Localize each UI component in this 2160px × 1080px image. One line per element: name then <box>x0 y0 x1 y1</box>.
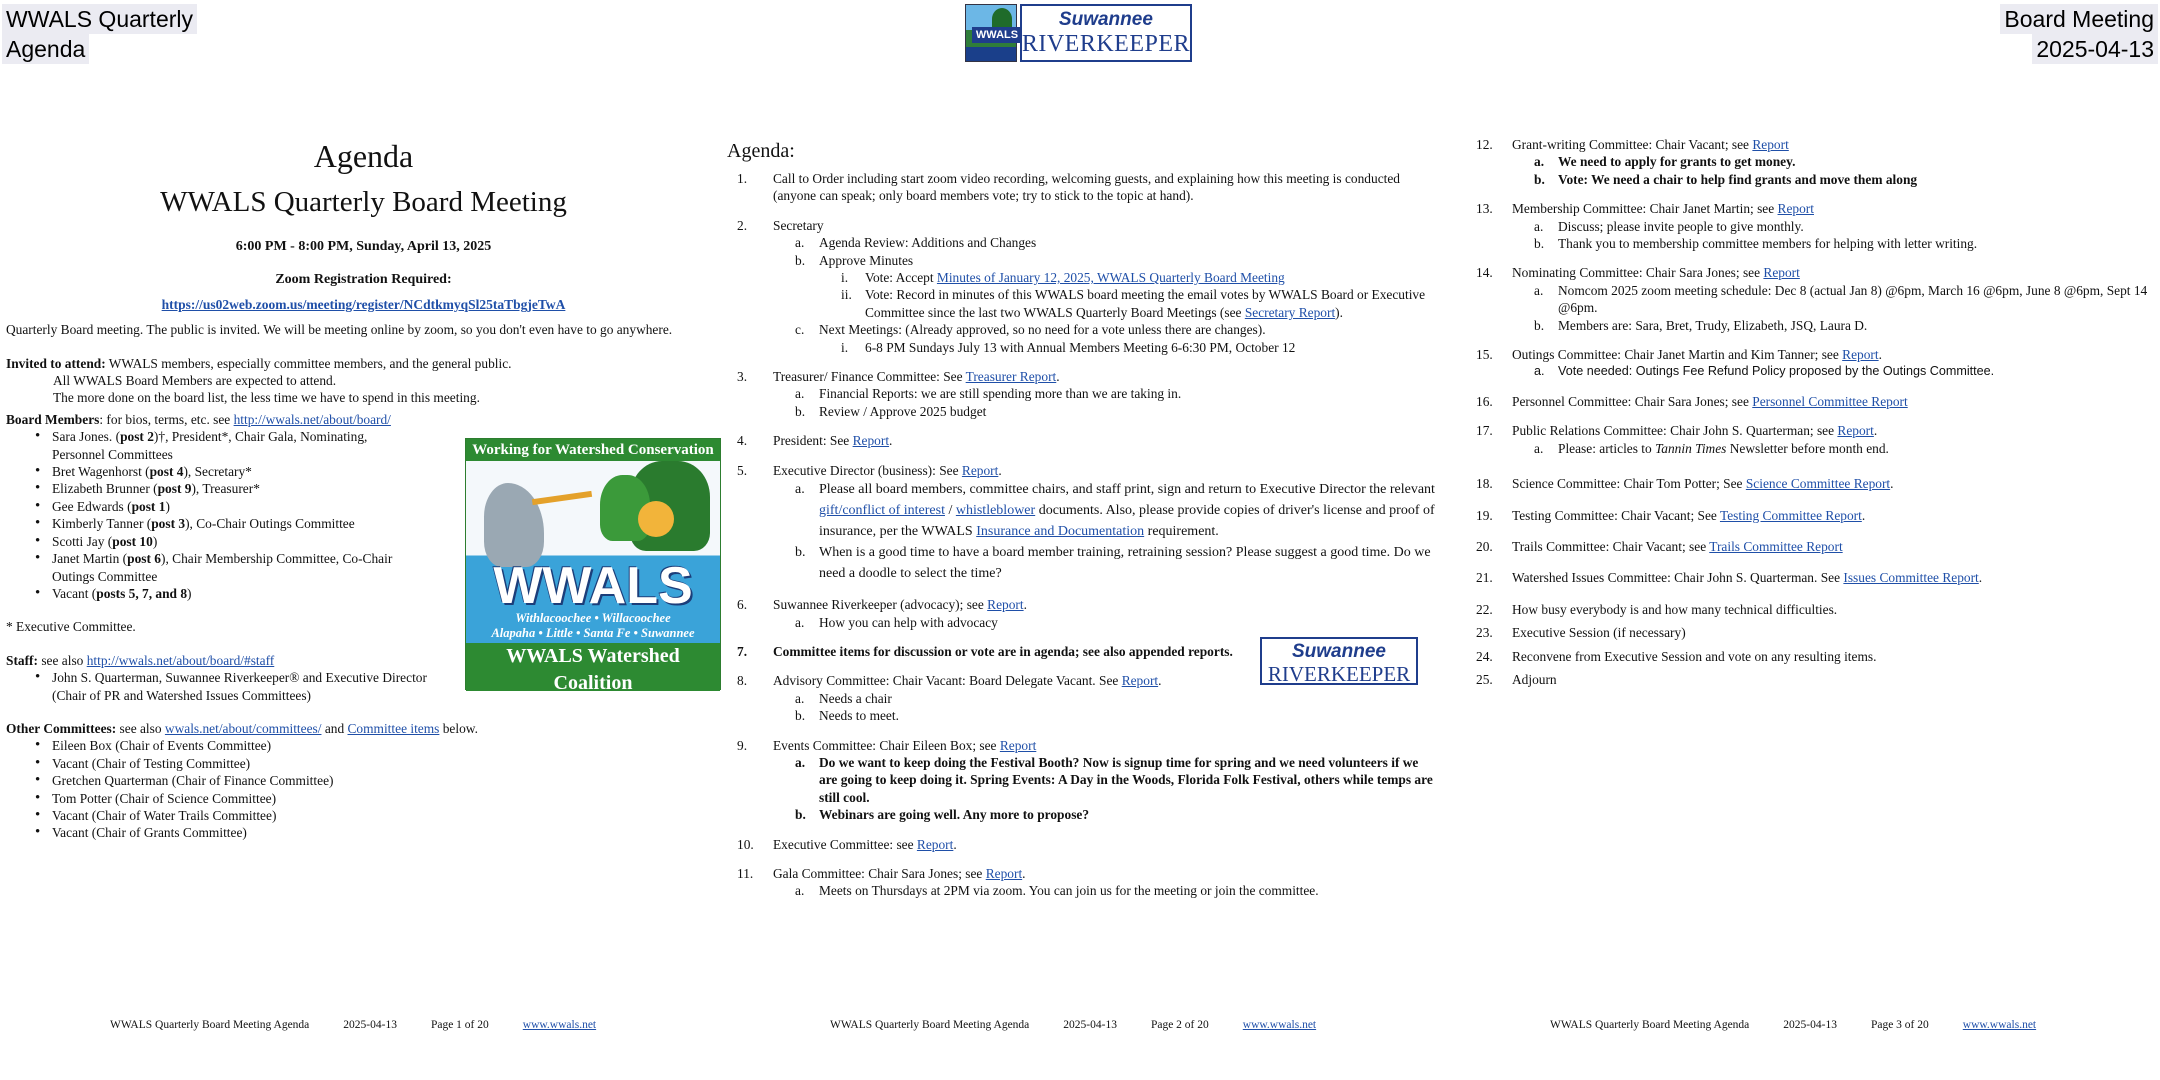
agenda-item-8: 8. Advisory Committee: Chair Vacant: Board Delegate Vacant. See Report. a. Needs a chair b. Needs to meet. <box>727 672 1437 724</box>
agenda-item-14: 14. Nominating Committee: Chair Sara Jones; see Report a. Nomcom 2025 zoom meeting schedule: Dec 8 (actual Jan 8) @6pm, March 16 @6pm, June 8 @6pm, Sept 14 @6pm. b. Members are: Sara, Bret, Trudy, Elizabeth, JSQ, Laura D. <box>1466 264 2156 334</box>
other-label: Other Committees: <box>6 720 117 736</box>
list-item: a. Nomcom 2025 zoom meeting schedule: Dec 8 (actual Jan 8) @6pm, March 16 @6pm, June 8 @6pm, Sept 14 @6pm. <box>1534 282 2148 316</box>
header-meeting-label: Board Meeting <box>2000 4 2158 34</box>
list-item: • Vacant (Chair of Testing Committee) <box>52 755 721 772</box>
zoom-registration-link[interactable]: https://us02web.zoom.us/meeting/register/NCdtkmyqSl25taTbgjeTwA <box>161 296 566 312</box>
riverkeeper-report-link[interactable]: Report <box>987 597 1024 613</box>
logo-line2: RIVERKEEPER <box>1021 31 1190 57</box>
invited-label: Invited to attend: <box>6 355 106 371</box>
page3-footer: WWALS Quarterly Board Meeting Agenda 2025-04-13 Page 3 of 20 www.wwals.net <box>1550 1019 2037 1031</box>
header-title-line2: Agenda <box>2 34 89 64</box>
list-item: b. Approve Minutes i. Vote: Accept Minutes of January 12, 2025, WWALS Quarterly Board Meeting ii. Vote: Record in minutes of this WWALS board meeting the email votes by WWALS Board or Executive Committee since the last two WWALS Quarterly Board Meetings (see Secretary Report). <box>773 252 1437 322</box>
issues-report-link[interactable]: Issues Committee Report <box>1843 570 1979 586</box>
agenda-item-22: 22. How busy everybody is and how many technical difficulties. <box>1476 601 1838 617</box>
list-item: b. Vote: We need a chair to help find grants and move them along <box>1534 171 1918 187</box>
agenda-item-6: 6. Suwannee Riverkeeper (advocacy); see Report. a. How you can help with advocacy <box>727 596 1437 631</box>
list-item: • Elizabeth Brunner (post 9), Treasurer* <box>52 480 416 497</box>
list-item: b. Needs to meet. <box>795 708 899 724</box>
agenda-item-3: 3. Treasurer/ Finance Committee: See Treasurer Report. a. Financial Reports: we are still spending more than we are taking in. b. Review / Approve 2025 budget <box>727 368 1437 420</box>
agenda-item-23: 23. Executive Session (if necessary) <box>1476 625 1686 641</box>
insurance-documentation-link[interactable]: Insurance and Documentation <box>976 524 1145 540</box>
list-item: a. Vote needed: Outings Fee Refund Policy proposed by the Outings Committee. <box>1534 364 1995 379</box>
agenda-item-4: 4. President: See Report. <box>737 433 893 449</box>
board-text: : for bios, terms, etc. see <box>99 411 234 427</box>
agenda-item-17: 17. Public Relations Committee: Chair John S. Quarterman; see Report. a. Please: articles to Tannin Times Newsletter before month end. <box>1466 422 2156 457</box>
committees-link[interactable]: wwals.net/about/committees/ <box>164 720 322 736</box>
riverkeeper-badge: Suwannee RIVERKEEPER <box>1260 637 1418 685</box>
page1-title: WWALS Quarterly Board Meeting <box>160 186 567 218</box>
image-scene <box>466 461 720 643</box>
list-item: a. Needs a chair <box>795 690 892 706</box>
footer-site-link[interactable]: www.wwals.net <box>1962 1019 2037 1031</box>
agenda-item-11: 11. Gala Committee: Chair Sara Jones; see Report. a. Meets on Thursdays at 2PM via zoom. You can join us for the meeting or join the committee. <box>727 865 1437 900</box>
other-committees-list <box>6 737 721 841</box>
header-right <box>2000 4 2158 64</box>
agenda-item-2: 2. Secretary a. Agenda Review: Additions and Changes b. Approve Minutes i. Vote: Accept Minutes of January 12, 2025, WWALS Quarterly Board Meeting ii. Vote: Record in minutes of this WWALS board meeting the email votes by WWALS Board or Executive Committee since the last two WWALS Quarterly Board Meetings (see Secretary Report). c. Next Meetings: (Already approved, so no need for a vote unless there are changes). i. 6-8 PM Sundays July 13 with Annual Members Meeting 6-6:30 PM, October 12 <box>727 217 1437 356</box>
logo-text-box <box>1020 4 1192 62</box>
pr-report-link[interactable]: Report <box>1837 423 1874 439</box>
logo-photo <box>965 4 1017 62</box>
wwals-coalition-image <box>465 438 721 712</box>
secretary-report-link[interactable]: Secretary Report <box>1244 304 1336 320</box>
list-item: • Gee Edwards (post 1) <box>52 498 416 515</box>
image-wordmark: WWALS <box>493 557 693 615</box>
membership-report-link[interactable]: Report <box>1777 201 1814 217</box>
meeting-time: 6:00 PM - 8:00 PM, Sunday, April 13, 2025 <box>235 239 492 254</box>
page-1 <box>6 130 721 842</box>
board-label: Board Members <box>6 411 100 427</box>
page2-heading: Agenda: <box>727 140 795 162</box>
list-item: b. Review / Approve 2025 budget <box>795 403 987 419</box>
page1-footer: WWALS Quarterly Board Meeting Agenda 2025-04-13 Page 1 of 20 www.wwals.net <box>110 1019 597 1031</box>
page2-footer: WWALS Quarterly Board Meeting Agenda 2025-04-13 Page 2 of 20 www.wwals.net <box>830 1019 1317 1031</box>
gala-report-link[interactable]: Report <box>985 865 1023 881</box>
treasurer-report-link[interactable]: Treasurer Report <box>965 369 1057 385</box>
president-report-link[interactable]: Report <box>852 433 890 449</box>
footer-site-link[interactable]: www.wwals.net <box>522 1019 597 1031</box>
list-item: a. How you can help with advocacy <box>795 614 998 630</box>
list-item: a. Please all board members, committee chairs, and staff print, sign and return to Executive Director the relevant gift/conflict of interest / whistleblower documents. Also, please provide copies of driver's license and proof of insurance, per the WWALS Insurance and Documentation requirement. <box>795 482 1435 540</box>
staff-link[interactable]: http://wwals.net/about/board/#staff <box>86 652 275 668</box>
agenda-item-9: 9. Events Committee: Chair Eileen Box; see Report a. Do we want to keep doing the Festival Booth? Now is signup time for spring and we need volunteers if we are going to keep doing it. Spring Events: A Day in the Woods, Florida Folk Festival, others while temps are still cool. b. Webinars are going well. Any more to propose? <box>727 737 1437 824</box>
advisory-report-link[interactable]: Report <box>1121 673 1159 689</box>
list-item: • Vacant (Chair of Water Trails Committee) <box>52 807 721 824</box>
list-item: • Kimberly Tanner (post 3), Co-Chair Outings Committee <box>52 515 416 532</box>
list-item: • John S. Quarterman, Suwannee Riverkeeper® and Executive Director (Chair of PR and Watershed Issues Committees) <box>52 669 436 704</box>
agenda-item-10: 10. Executive Committee: see Report. <box>737 836 957 852</box>
list-item: • Tom Potter (Chair of Science Committee) <box>52 790 721 807</box>
list-item: • Sara Jones. (post 2)†, President*, Chair Gala, Nominating, Personnel Committees <box>52 428 416 463</box>
list-item: • Eileen Box (Chair of Events Committee) <box>52 737 721 754</box>
testing-report-link[interactable]: Testing Committee Report <box>1719 507 1862 523</box>
image-tagline: Working for Watershed Conservation <box>466 439 720 461</box>
agenda-list <box>727 170 1437 900</box>
list-item: • Janet Martin (post 6), Chair Membership Committee, Co-Chair Outings Committee <box>52 550 416 585</box>
executive-committee-report-link[interactable]: Report <box>916 836 954 852</box>
board-member-list <box>6 428 416 602</box>
list-item: a. Agenda Review: Additions and Changes <box>795 235 1037 251</box>
list-item: • Vacant (posts 5, 7, and 8) <box>52 585 416 602</box>
minutes-link[interactable]: Minutes of January 12, 2025, WWALS Quarterly Board Meeting <box>936 270 1285 286</box>
agenda-item-16: 16. Personnel Committee: Chair Sara Jones; see Personnel Committee Report <box>1476 393 1908 409</box>
list-item: a. Financial Reports: we are still spending more than we are taking in. <box>795 386 1182 402</box>
staff-list <box>6 669 436 704</box>
image-footer: WWALS Watershed Coalition www.wwals.net <box>466 643 720 691</box>
other-committees-section: Other Committees: see also wwals.net/about/committees/ and Committee items below. <box>6 720 478 736</box>
invited-line2: All WWALS Board Members are expected to attend. <box>53 373 337 389</box>
agenda-item-12: 12. Grant-writing Committee: Chair Vacant; see Report a. We need to apply for grants to get money. b. Vote: We need a chair to help find grants and move them along <box>1466 136 2156 188</box>
list-item: b. Webinars are going well. Any more to propose? <box>795 807 1090 823</box>
header-date: 2025-04-13 <box>2032 34 2158 64</box>
page1-heading: Agenda <box>313 138 414 174</box>
agenda-item-5: 5. Executive Director (business): See Report. a. Please all board members, committee chairs, and staff print, sign and return to Executive Director the relevant gift/conflict of interest / whistleblower documents. Also, please provide copies of driver's license and proof of insurance, per the WWALS Insurance and Documentation requirement. b. When is a good time to have a board member training, retraining session? Please suggest a good time. Do we need a doodle to select the time? <box>727 462 1437 584</box>
agenda-item-7: 7. Committee items for discussion or vote are in agenda; see also appended reports. <box>737 643 1233 659</box>
list-item: a. Meets on Thursdays at 2PM via zoom. You can join us for the meeting or join the committee. <box>795 883 1319 899</box>
staff-label: Staff: <box>6 652 38 668</box>
intro-text: Quarterly Board meeting. The public is invited. We will be meeting online by zoom, so you don't even have to go anywhere. <box>6 322 673 338</box>
logo-photo-text: WWALS <box>972 27 1022 43</box>
trails-report-link[interactable]: Trails Committee Report <box>1709 538 1843 554</box>
exec-note: * Executive Committee. <box>6 619 136 635</box>
list-item: b. Members are: Sara, Bret, Trudy, Elizabeth, JSQ, Laura D. <box>1534 317 1868 333</box>
list-item: ii. Vote: Record in minutes of this WWALS board meeting the email votes by WWALS Board or Executive Committee since the last two WWALS Quarterly Board Meetings (see Secretary Report). <box>841 287 1426 320</box>
heron-icon <box>484 483 544 567</box>
agenda-item-15: 15. Outings Committee: Chair Janet Martin and Kim Tanner; see Report. a. Vote needed: Outings Fee Refund Policy proposed by the Outings Committee. <box>1466 346 2156 381</box>
list-item: b. Thank you to membership committee members for helping with letter writing. <box>1534 236 1978 252</box>
list-item: • Gretchen Quarterman (Chair of Finance Committee) <box>52 772 721 789</box>
agenda-item-24: 24. Reconvene from Executive Session and vote on any resulting items. <box>1476 648 1877 664</box>
committee-items-link[interactable]: Committee items <box>347 720 440 736</box>
list-item: i. Vote: Accept Minutes of January 12, 2025, WWALS Quarterly Board Meeting <box>841 270 1285 286</box>
page-3 <box>1466 130 2156 688</box>
invited-text: WWALS members, especially committee members, and the general public. <box>105 355 512 371</box>
staff-section: Staff: see also http://wwals.net/about/board/#staff <box>6 652 275 668</box>
riverkeeper-logo <box>965 4 1192 62</box>
events-report-link[interactable]: Report <box>999 737 1037 753</box>
board-link[interactable]: http://wwals.net/about/board/ <box>233 411 391 427</box>
logo-line1: Suwannee <box>1058 9 1153 30</box>
agenda-item-19: 19. Testing Committee: Chair Vacant; See Testing Committee Report. <box>1476 507 1866 523</box>
agenda-item-20: 20. Trails Committee: Chair Vacant; see Trails Committee Report <box>1476 538 1843 554</box>
agenda-item-21: 21. Watershed Issues Committee: Chair John S. Quarterman. See Issues Committee Report. <box>1476 570 1983 586</box>
image-rivers: Withlacoochee • Willacoochee Alapaha • Little • Santa Fe • Suwannee <box>491 611 695 640</box>
header-title-line1: WWALS Quarterly <box>2 4 197 34</box>
list-item: c. Next Meetings: (Already approved, so no need for a vote unless there are changes). i. 6-8 PM Sundays July 13 with Annual Members Meeting 6-6:30 PM, October 12 <box>773 321 1437 356</box>
header-left <box>2 4 197 64</box>
list-item: a. Discuss; please invite people to give monthly. <box>1534 218 1804 234</box>
list-item: b. When is a good time to have a board member training, retraining session? Please suggest a good time. Do we need a doodle to select the time? <box>795 545 1431 582</box>
agenda-item-18: 18. Science Committee: Chair Tom Potter; See Science Committee Report. <box>1476 476 1894 492</box>
gift-conflict-link[interactable]: gift/conflict of interest <box>819 503 945 519</box>
list-item: a. Do we want to keep doing the Festival Booth? Now is signup time for spring and we need volunteers if we are going to keep doing it. Spring Events: A Day in the Woods, Florida Folk Festival, others while temps are still cool. <box>795 754 1433 805</box>
agenda-item-25: 25. Adjourn <box>1476 671 1557 687</box>
board-members-section <box>6 411 721 428</box>
page-2 <box>727 130 1437 900</box>
agenda-item-1: 1. Call to Order including start zoom video recording, welcoming guests, and explaining how this meeting is conducted (anyone can speak; only board members vote; try to stick to the topic at hand). <box>737 171 1400 204</box>
science-report-link[interactable]: Science Committee Report <box>1745 476 1891 492</box>
grant-report-link[interactable]: Report <box>1752 137 1789 152</box>
list-item: a. We need to apply for grants to get money. <box>1534 154 1796 170</box>
personnel-report-link[interactable]: Personnel Committee Report <box>1752 393 1908 409</box>
invited-section <box>6 355 721 372</box>
list-item: • Scotti Jay (post 10) <box>52 533 416 550</box>
executive-director-report-link[interactable]: Report <box>961 462 999 478</box>
agenda-list-continued <box>1466 136 2156 688</box>
list-item: i. 6-8 PM Sundays July 13 with Annual Members Meeting 6-6:30 PM, October 12 <box>841 339 1296 355</box>
zoom-label: Zoom Registration Required: <box>275 272 452 288</box>
nominating-report-link[interactable]: Report <box>1763 265 1800 281</box>
footer-site-link[interactable]: www.wwals.net <box>1242 1019 1317 1031</box>
agenda-item-13: 13. Membership Committee: Chair Janet Martin; see Report a. Discuss; please invite people to give monthly. b. Thank you to membership committee members for helping with letter writing. <box>1466 200 2156 252</box>
list-item: a. Please: articles to Tannin Times Newsletter before month end. <box>1534 440 1889 456</box>
invited-line3: The more done on the board list, the less time we have to spend in this meeting. <box>53 390 480 406</box>
outings-report-link[interactable]: Report <box>1842 347 1879 363</box>
list-item: • Vacant (Chair of Grants Committee) <box>52 824 721 841</box>
list-item: • Bret Wagenhorst (post 4), Secretary* <box>52 463 416 480</box>
whistleblower-link[interactable]: whistleblower <box>955 503 1036 519</box>
